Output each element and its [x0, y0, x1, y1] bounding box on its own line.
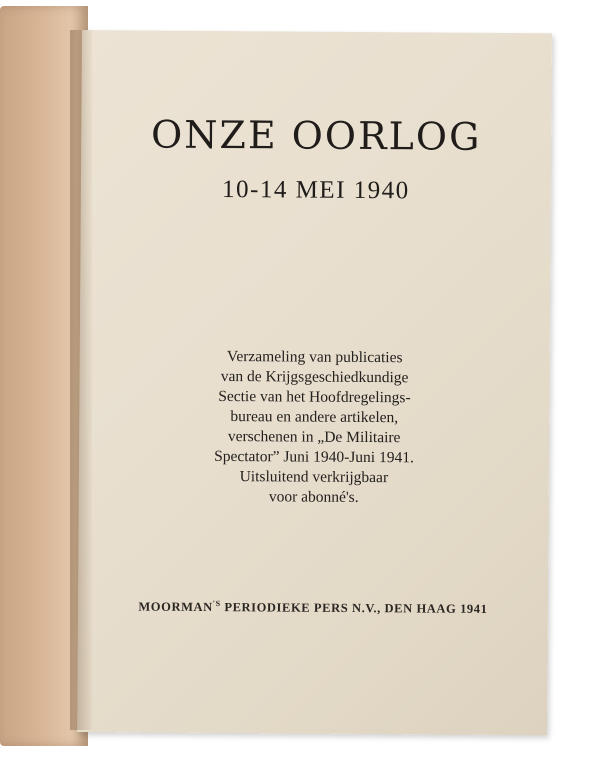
book-title: ONZE OORLOG	[150, 112, 482, 159]
publisher-name: MOORMAN	[138, 599, 213, 615]
description-line: verschenen in „De Militaire	[227, 428, 401, 447]
description-line: van de Krijgsgeschiedkundige	[220, 367, 409, 387]
description-line: bureau en andere artikelen,	[230, 408, 399, 427]
publisher-name-suffix: 'S	[212, 598, 221, 608]
publisher-details: PERIODIEKE PERS N.V., DEN HAAG 1941	[220, 600, 488, 617]
page-gutter-shadow	[70, 30, 92, 730]
publisher-line	[78, 598, 548, 617]
title-page	[77, 30, 552, 735]
description-line: Sectie van het Hoofdregelings-	[218, 387, 411, 407]
description-line: Uitsluitend verkrijgbaar	[239, 468, 389, 487]
description-line: voor abonné's.	[268, 488, 359, 506]
description-line: Verzameling van publicaties	[226, 348, 403, 367]
book-date: 10-14 MEI 1940	[221, 175, 410, 205]
description-line: Spectator” Juni 1940-Juni 1941.	[214, 447, 414, 467]
book-description	[79, 346, 550, 509]
